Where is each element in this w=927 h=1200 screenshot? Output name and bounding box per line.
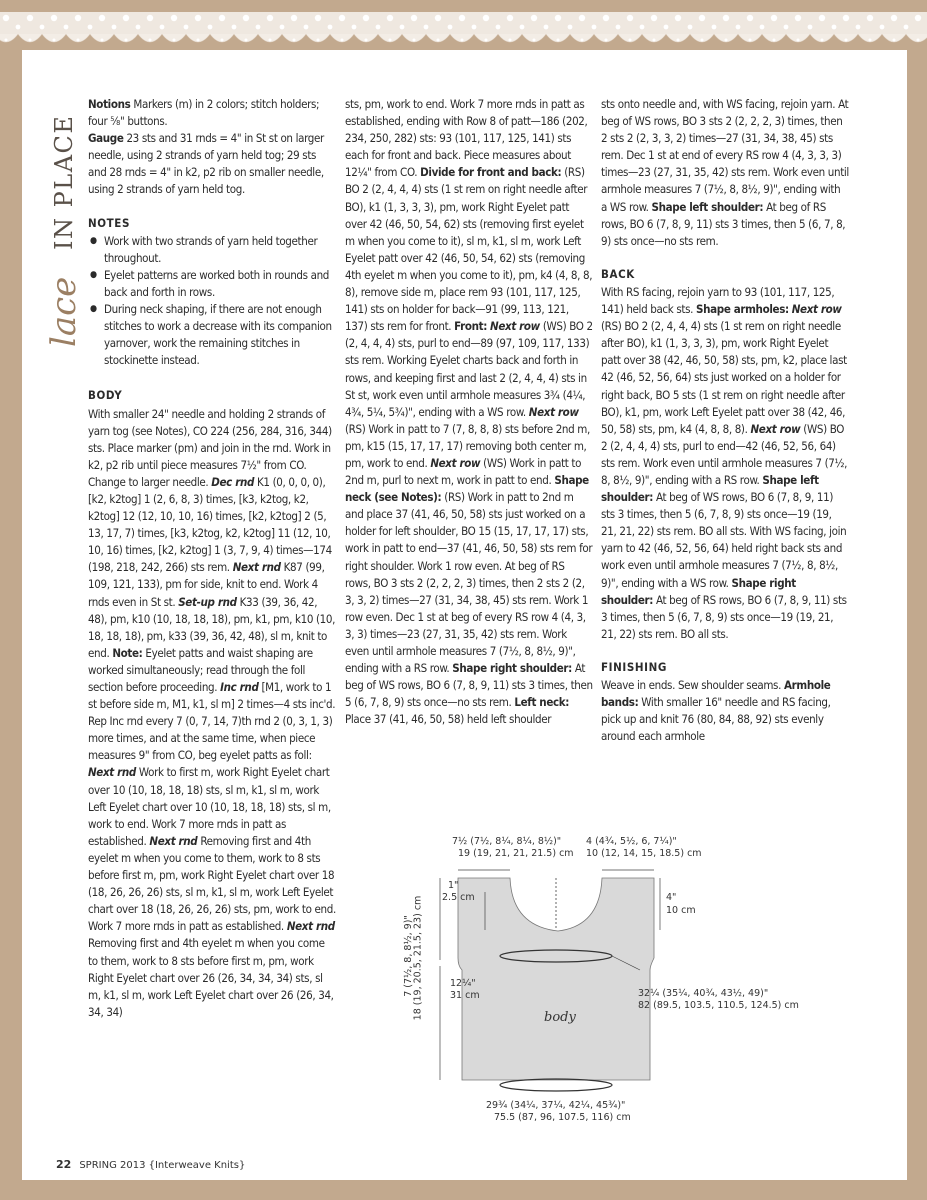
body-heading: BODY — [88, 388, 123, 403]
body-paragraph: With smaller 24" needle and holding 2 strands of yarn tog (see Notes), CO 224 (256, 284, 316, 344) sts. Place marker (pm) and join in the rnd. Work in k2, p2 rib until piece measures 7½" from CO. Change to larger needle. Dec rnd K1 (0, 0, 0, 0), [k2, k2tog] 1 (2, 6, 8, 3) times, [k3, k2tog, k2, k2tog] 12 (12, 10, 10, 16) times, [k2, k2tog] 2 (5, 13, 17, 7) times, [k3, k2tog, k2, k2tog] 11 (12, 10, 10, 16) times, [k2, k2tog] 1 (3, 7, 9, 4) times—174 (198, 218, 242, 266) sts rem. Next rnd K87 (99, 109, 121, 133), pm for side, knit to end. Work 4 rnds even in St st. Set-up rnd K33 (39, 36, 42, 48), pm, k10 (10, 18, 18, 18), pm, k1, pm, k10 (10, 18, 18, 18), pm, k33 (39, 36, 42, 48), sl m, knit to end. Note: Eyelet patts and waist shaping are worked simultaneously; read through the foll section before proceeding. Inc rnd [M1, work to 1 st before side m, M1, k1, sl m] 2 times—4 sts inc'd. Rep Inc rnd every 7 (0, 7, 14, 7)th rnd 2 (0, 3, 1, 3) more times, and at the same time, when piece measures 9" from CO, beg eyelet patts as foll: Next rnd Work to first m, work Right Eyelet chart over 10 (10, 18, 18, 18) sts, sl m, k1, sl m, work Left Eyelet chart over 10 (10, 18, 18, 18) sts, sl m, work to end. Work 7 more rnds in patt as established. Next rnd Removing first and 4th eyelet m when you come to them, work to 8 sts before first m, pm, work Right Eyelet chart over 18 (18, 26, 26, 26) sts, sl m, k1, sl m, work Left Eyelet chart over 18 (18, 26, 26, 26) sts, pm, work to end. Work 7 more rnds in patt as established. Next rnd Removing first and 4th eyelet m when you come to them, work to 8 sts before first m, pm, work Right Eyelet chart over 26 (26, 34, 34, 34) sts, sl m, k1, sl m, work Left Eyelet chart over 26 (26, 34, 34, 34) — [88, 406, 336, 1019]
schematic-shoulder-inches: 4 (4¾, 5½, 6, 7¼)" — [586, 836, 677, 847]
page-number: 22 — [56, 1158, 72, 1171]
notes-item: ● During neck shaping, if there are not enough stitches to work a decrease with its companion yarnover, work the remaining stitches in stockinette instead. — [88, 301, 336, 369]
schematic — [400, 830, 840, 1130]
notions-paragraph: Notions Markers (m) in 2 colors; stitch holders; four ⅝" buttons. — [88, 97, 320, 129]
finishing-paragraph: Weave in ends. Sew shoulder seams. Armhole bands: With smaller 16" needle and RS facing, pick up and knit 76 (80, 84, 88, 92) sts evenly around each armhole — [601, 678, 831, 744]
schematic-hem-inches: 29¾ (34¼, 37¼, 42¼, 45¾)" — [486, 1100, 626, 1111]
notes-item: ● Work with two strands of yarn held together throughout. — [88, 233, 336, 267]
schematic-shoulder-cm: 10 (12, 14, 15, 18.5) cm — [586, 848, 702, 859]
notes-item: ● Eyelet patterns are worked both in rounds and back and forth in rows. — [88, 267, 336, 301]
back-heading: BACK — [601, 266, 635, 281]
schematic-chest-inches: 32¼ (35¼, 40¾, 43½, 49)" — [638, 988, 769, 999]
back-paragraph: With RS facing, rejoin yarn to 93 (101, 117, 125, 141) held back sts. Shape armholes: Next row (RS) BO 2 (2, 4, 4, 4) sts (1 st rem on right needle after BO), k1 (1, 3, 3, 3), pm, work Right Eyelet patt over 38 (42, 46, 50, 58) sts, pm, k2, place last 42 (46, 52, 56, 64) sts just worked on a holder for right back, BO 5 sts (1 st rem on right needle after BO), k1, pm, work Left Eyelet patt over 38 (42, 46, 50, 58) sts, pm, k4 (4, 8, 8, 8). Next row (WS) BO 2 (2, 4, 4, 4) sts, purl to end—42 (46, 52, 56, 64) sts rem. Work even until armhole measures 7 (7½, 8, 8½, 9)", ending with a RS row. Shape left shoulder: At beg of WS rows, BO 6 (7, 8, 9, 11) sts 3 times, then 5 (6, 7, 8, 9) sts once—19 (19, 21, 21, 22) sts rem. BO all sts. With WS facing, join yarn to 42 (46, 52, 56, 64) held right back sts and work even until armhole measures 7 (7½, 8, 8½, 9)", ending with a WS row. Shape right shoulder: At beg of RS rows, BO 6 (7, 8, 9, 11) sts 3 times, then 5 (6, 7, 8, 9) sts once—19 (19, 21, 21, 22) sts rem. BO all sts. — [601, 284, 848, 641]
footer-text: SPRING 2013 {Interweave Knits} — [79, 1160, 246, 1171]
side-title-caps: IN PLACE — [50, 114, 78, 250]
schematic-body-length-inches: 12¼" — [450, 978, 476, 989]
schematic-armhole-inches: 7 (7½, 8, 8½, 9)" — [402, 915, 414, 997]
column-2 — [345, 96, 593, 728]
schematic-top-cm: 19 (19, 21, 21, 21.5) cm — [458, 848, 574, 859]
schematic-armhole-cm: 18 (19, 20.5, 21.5, 23) cm — [412, 895, 424, 1021]
body-continued-paragraph: sts, pm, work to end. Work 7 more rnds in patt as established, ending with Row 8 of patt—186 (202, 234, 250, 282) sts: 93 (101, 117, 125, 141) sts each for front and back. Piece measures about 12¼" from CO. Divide for front and back: (RS) BO 2 (2, 4, 4, 4) sts (1 st rem on right needle after BO), k1 (1, 3, 3, 3), pm, work Right Eyelet patt over 42 (46, 50, 54, 62) sts (removing first eyelet m when you come to it), sl m, k1, sl m, work Left Eyelet patt over 42 (46, 50, 54, 62) sts (removing 4th eyelet m when you come to it), pm, k4 (4, 8, 8, 8), remove side m, place rem 93 (101, 117, 125, 141) sts on holder for back—91 (99, 113, 121, 137) sts rem for front. Front: Next row (WS) BO 2 (2, 4, 4, 4) sts, purl to end—89 (97, 109, 117, 133) sts rem. Working Eyelet charts back and forth in rows, and keeping first and last 2 (2, 4, 4, 4) sts in St st, work even until armhole measures 3¾ (4¼, 4¾, 5¼, 5¾)", ending with a WS row. Next row (RS) Work in patt to 7 (7, 8, 8, 8) sts before 2nd m, pm, k15 (15, 17, 17, 17) removing both center m, pm, work to end. Next row (WS) Work in patt to 2nd m, purl to next m, work in patt to end. Shape neck (see Notes): (RS) Work in patt to 2nd m and place 37 (41, 46, 50, 58) sts just worked on a holder for left shoulder, BO 15 (15, 17, 17, 17) sts, work in patt to end—37 (41, 46, 50, 58) sts rem for right shoulder. Work 1 row even. At beg of RS rows, BO 3 sts 2 (2, 2, 2, 3) times, then 2 sts 2 (2, 3, 3, 2) times—27 (31, 34, 38, 45) sts rem. Work 1 row even. Dec 1 st at beg of every RS row 4 (4, 3, 3, 3) times—23 (27, 31, 35, 42) sts rem. Work even until armhole measures 7 (7½, 8, 8½, 9)", ending with a RS row. Shape right shoulder: At beg of WS rows, BO 6 (7, 8, 9, 11) sts 3 times, then 5 (6, 7, 8, 9) sts once—no sts rem. Left neck: Place 37 (41, 46, 50, 58) held left shoulder — [345, 97, 593, 727]
schematic-neck-cm: 2.5 cm — [442, 892, 475, 903]
left-neck-paragraph: sts onto needle and, with WS facing, rejoin yarn. At beg of WS rows, BO 3 sts 2 (2, 2, 2, 3) times, then 2 sts 2 (2, 3, 3, 2) times—27 (31, 34, 38, 45) sts rem. Dec 1 st at end of every RS row 4 (4, 3, 3, 3) times—23 (27, 31, 35, 42) sts rem. Work even until armhole measures 7 (7½, 8, 8½, 9)", ending with a WS row. Shape left shoulder: At beg of RS rows, BO 6 (7, 8, 9, 11) sts 3 times, then 5 (6, 7, 8, 9) sts once—no sts rem. — [601, 97, 849, 248]
schematic-hem-cm: 75.5 (87, 96, 107.5, 116) cm — [494, 1112, 631, 1123]
footer — [56, 1158, 245, 1171]
schematic-top-inches: 7½ (7½, 8¼, 8¼, 8½)" — [452, 836, 562, 847]
lace-border — [0, 0, 927, 50]
schematic-body-length-cm: 31 cm — [450, 990, 480, 1001]
schematic-body-label: body — [544, 1010, 576, 1025]
schematic-depth-cm: 10 cm — [666, 905, 696, 916]
side-title-script: lace — [44, 276, 82, 347]
column-3 — [601, 96, 849, 745]
column-1 — [88, 96, 336, 1021]
notes-heading: NOTES — [88, 215, 131, 230]
notes-list — [88, 233, 336, 370]
schematic-chest-cm: 82 (89.5, 103.5, 110.5, 124.5) cm — [638, 1000, 799, 1011]
gauge-paragraph: Gauge 23 sts and 31 rnds = 4" in St st on larger needle, using 2 strands of yarn held tog; 29 sts and 28 rnds = 4" in k2, p2 rib on smaller needle, using 2 strands of yarn held tog. — [88, 131, 324, 197]
finishing-heading: FINISHING — [601, 659, 667, 674]
side-title — [38, 90, 82, 390]
schematic-depth-inches: 4" — [666, 892, 677, 903]
schematic-neck-inches: 1" — [448, 880, 459, 891]
